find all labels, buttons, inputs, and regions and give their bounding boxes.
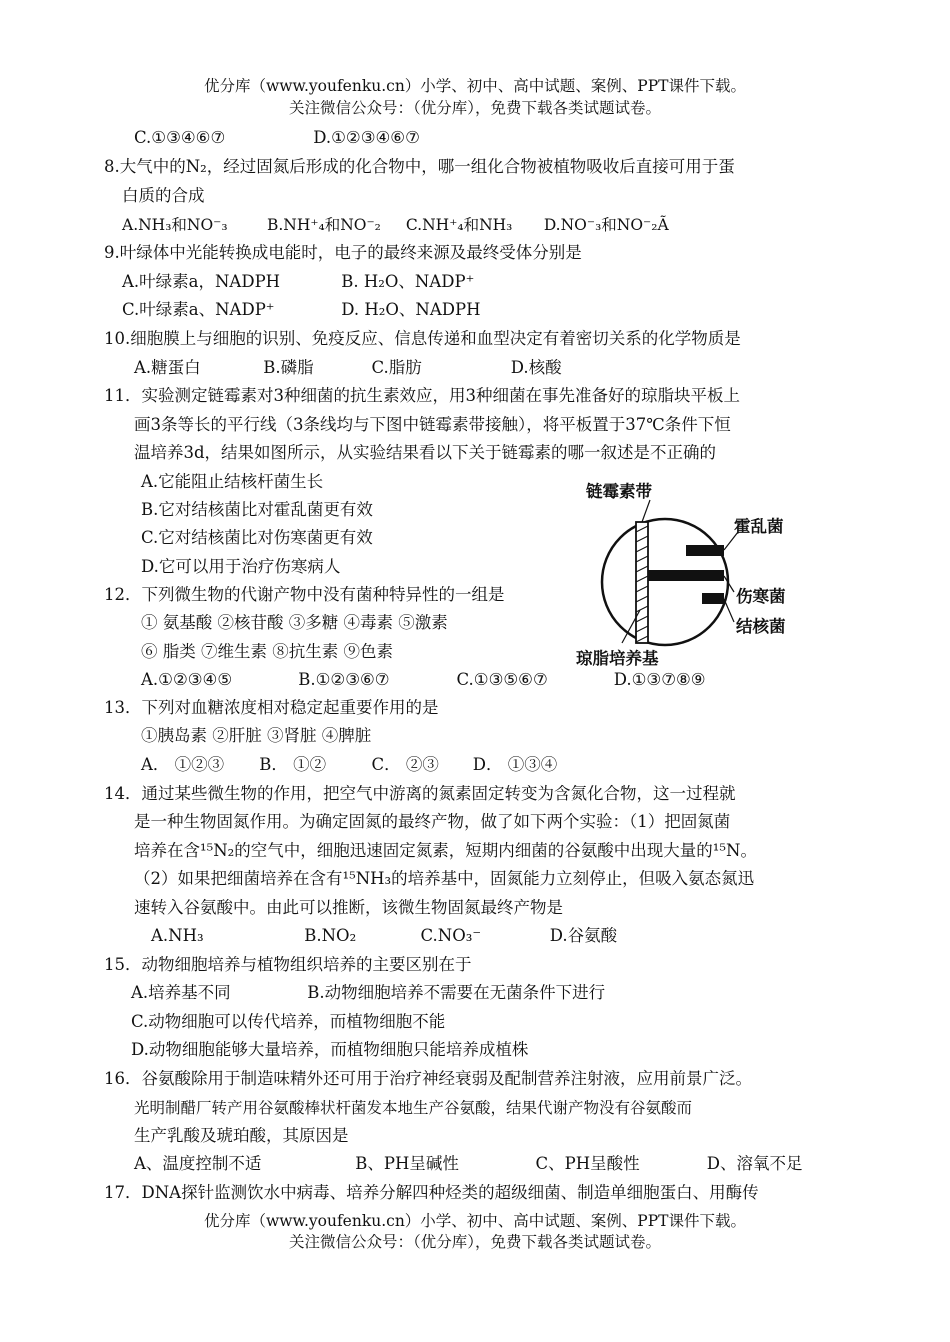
q14-option-b: B.NO₂ [304, 926, 357, 945]
q13-option-b: B． ①② [259, 755, 327, 774]
q8-options [122, 213, 669, 237]
tb-streak [702, 593, 724, 604]
q14-option-c: C.NO₃⁻ [420, 926, 482, 945]
q15-option-c: C.动物细胞可以传代培养，而植物细胞不能 [131, 1012, 446, 1031]
q12-option-b: B.①②③⑥⑦ [298, 670, 390, 689]
q14-stem-line4: （2）如果把细菌培养在含有¹⁵NH₃的培养基中，固氮能力立刻停止，但吸入氨态氮迅 [134, 869, 755, 888]
q13-items: ①胰岛素 ②肝脏 ③肾脏 ④脾脏 [141, 726, 372, 745]
q9-option-b: B. H₂O、NADP⁺ [341, 272, 475, 291]
q13-option-d: D． ①③④ [472, 755, 558, 774]
q12-options [141, 668, 706, 692]
q9-options-row1 [122, 270, 474, 294]
q10-option-a: A.糖蛋白 [134, 358, 201, 377]
q7-option-c: C.①③④⑥⑦ [134, 128, 226, 147]
q9-options-row2 [122, 298, 481, 322]
q10-stem: 10.细胞膜上与细胞的识别、免疫反应、信息传递和血型决定有着密切关系的化学物质是 [104, 329, 741, 348]
q7-option-d: D.①②③④⑥⑦ [313, 128, 420, 147]
q8-option-b: B.NH⁺₄和NO⁻₂ [266, 216, 381, 234]
q10-option-b: B.磷脂 [263, 358, 314, 377]
label-cholera: 霍乱菌 [734, 517, 784, 536]
q13-options [141, 753, 557, 777]
q11-option-a: A.它能阻止结核杆菌生长 [141, 472, 324, 491]
q15-option-d: D.动物细胞能够大量培养，而植物细胞只能培养成植株 [131, 1040, 529, 1059]
q15-stem: 15．动物细胞培养与植物组织培养的主要区别在于 [104, 955, 472, 974]
q9-stem: 9.叶绿体中光能转换成电能时，电子的最终来源及最终受体分别是 [104, 243, 582, 262]
q12-items-line1: ① 氨基酸 ②核苷酸 ③多糖 ④毒素 ⑤激素 [141, 613, 448, 632]
q16-option-d: D、溶氧不足 [706, 1154, 803, 1173]
q13-option-c: C． ②③ [371, 755, 439, 774]
q11-stem-line3: 温培养3d，结果如图所示，从实验结果看以下关于链霉素的哪一叙述是不正确的 [134, 443, 717, 462]
streptomycin-figure [572, 480, 834, 675]
q15-option-b: B.动物细胞培养不需要在无菌条件下进行 [307, 983, 606, 1002]
page-header-line1: 优分库（www.youfenku.cn）小学、初中、高中试题、案例、PPT课件下载。 [203, 77, 747, 95]
page-footer-line1: 优分库（www.youfenku.cn）小学、初中、高中试题、案例、PPT课件下载。 [203, 1212, 747, 1230]
label-typhoid: 伤寒菌 [736, 587, 786, 606]
q10-options [134, 356, 562, 380]
q12-stem: 12．下列微生物的代谢产物中没有菌种特异性的一组是 [104, 585, 505, 604]
q14-option-d: D.谷氨酸 [549, 926, 618, 945]
q9-option-d: D. H₂O、NADPH [341, 300, 481, 319]
q14-option-a: A.NH₃ [151, 926, 204, 945]
agar-plate-circle [602, 519, 728, 645]
figure-svg [572, 480, 834, 675]
q16-options [134, 1152, 802, 1176]
q8-option-d: D.NO⁻₃和NO⁻₂Ã [543, 216, 669, 234]
q13-stem: 13．下列对血糖浓度相对稳定起重要作用的是 [104, 698, 439, 717]
q8-option-c: C.NH⁺₄和NH₃ [405, 216, 513, 234]
q14-stem-line5: 速转入谷氨酸中。由此可以推断，该微生物固氮最终产物是 [134, 898, 563, 917]
q14-stem-line3: 培养在含¹⁵N₂的空气中，细胞迅速固定氮素，短期内细菌的谷氨酸中出现大量的¹⁵N。 [134, 841, 757, 860]
q9-option-a: A.叶绿素a，NADPH [122, 272, 281, 291]
q12-option-c: C.①③⑤⑥⑦ [456, 670, 548, 689]
q8-stem-line1: 8.大气中的N₂，经过固氮后形成的化合物中，哪一组化合物被植物吸收后直接可用于蛋 [104, 157, 735, 176]
cholera-streak [686, 545, 724, 556]
q17-stem-line1: 17．DNA探针监测饮水中病毒、培养分解四种烃类的超级细菌、制造单细胞蛋白、用酶传 [104, 1183, 759, 1202]
q14-stem-line1: 14．通过某些微生物的作用，把空气中游离的氮素固定转变为含氮化合物，这一过程就 [104, 784, 736, 803]
q9-option-c: C.叶绿素a、NADP⁺ [122, 300, 275, 319]
label-agar: 琼脂培养基 [576, 649, 659, 668]
tb-pointer [724, 599, 734, 622]
q15-options-row1 [131, 981, 605, 1005]
q11-option-b: B.它对结核菌比对霍乱菌更有效 [141, 500, 373, 519]
page-footer-line2: 关注微信公众号：（优分库），免费下载各类试题试卷。 [288, 1233, 661, 1251]
q12-items-line2: ⑥ 脂类 ⑦维生素 ⑧抗生素 ⑨色素 [141, 642, 393, 661]
q11-option-d: D.它可以用于治疗伤寒病人 [141, 557, 341, 576]
q16-option-b: B、PH呈碱性 [355, 1154, 459, 1173]
q10-option-d: D.核酸 [510, 358, 562, 377]
label-tb: 结核菌 [736, 617, 786, 636]
q16-stem-line2: 光明制醋厂转产用谷氨酸棒状杆菌发本地生产谷氨酸，结果代谢产物没有谷氨酸而 [134, 1099, 693, 1117]
q12-option-d: D.①③⑦⑧⑨ [613, 670, 706, 689]
q14-options [151, 924, 617, 948]
typhoid-streak [648, 570, 724, 581]
q11-stem-line1: 11．实验测定链霉素对3种细菌的抗生素效应，用3种细菌在事先准备好的琼脂块平板上 [104, 386, 740, 405]
label-streptomycin-band: 链霉素带 [586, 482, 652, 501]
q16-option-a: A、温度控制不适 [134, 1154, 262, 1173]
q16-option-c: C、PH呈酸性 [535, 1154, 640, 1173]
q11-option-c: C.它对结核菌比对伤寒菌更有效 [141, 528, 373, 547]
q16-stem-line3: 生产乳酸及琥珀酸，其原因是 [134, 1126, 349, 1145]
band-pointer [642, 500, 650, 522]
q13-option-a: A． ①②③ [141, 755, 225, 774]
q15-option-a: A.培养基不同 [131, 983, 231, 1002]
q10-option-c: C.脂肪 [371, 358, 422, 377]
q11-stem-line2: 画3条等长的平行线（3条线均与下图中链霉素带接触），将平板置于37℃条件下恒 [134, 415, 731, 434]
q14-stem-line2: 是一种生物固氮作用。为确定固氮的最终产物，做了如下两个实验：（1）把固氮菌 [134, 812, 731, 831]
q16-stem-line1: 16．谷氨酸除用于制造味精外还可用于治疗神经衰弱及配制营养注射液，应用前景广泛。 [104, 1069, 752, 1088]
q8-option-a: A.NH₃和NO⁻₃ [122, 216, 228, 234]
q7-options [134, 126, 420, 150]
page-header-line2: 关注微信公众号：（优分库），免费下载各类试题试卷。 [288, 99, 661, 117]
q8-stem-line2: 白质的合成 [122, 186, 205, 205]
streptomycin-band [636, 522, 648, 643]
q12-option-a: A.①②③④⑤ [141, 670, 233, 689]
